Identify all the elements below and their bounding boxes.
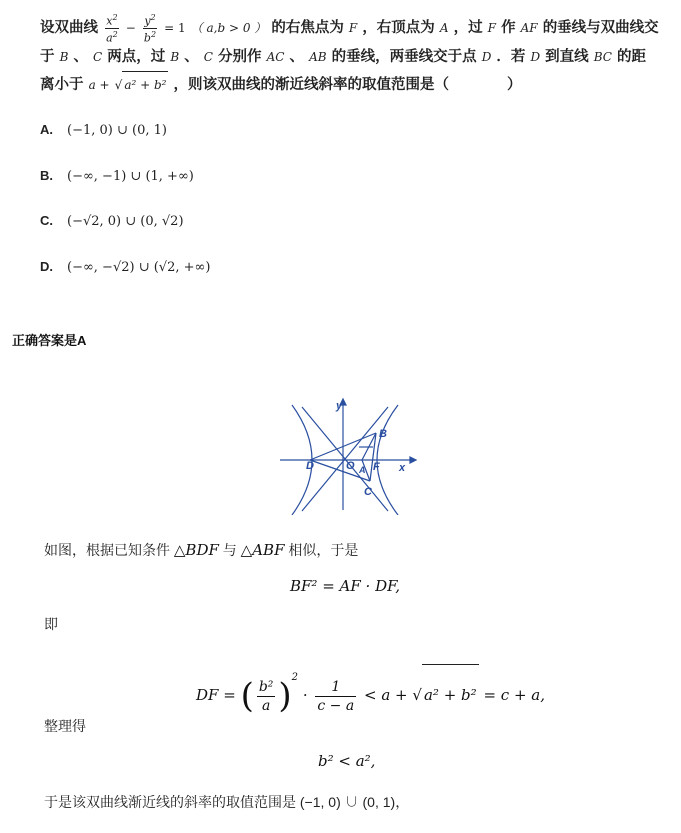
equation-3: b² < a²,	[318, 752, 376, 770]
label-B: B	[379, 428, 387, 440]
question-text: 设双曲线 $\frac{x^2}{a^2}$ − $\frac{y^2}{b^2}$ = 1 （ a,b > 0 ） 的右焦点为 F ，右顶点为 A ，过 F 作 AF 的垂线与双曲线交于 B 、 C 两点，过 B 、 C 分别作 AC 、 AB 的垂线，两垂线交于点 D ．若 D 到直线 BC 的距离小于 a + √ a² + b² ，则该双曲线的渐近线斜率的取值范围是（ ）	[40, 12, 660, 99]
correct-answer: 正确答案是A	[12, 333, 87, 348]
frac-1-ca: $\frac{1}{c - a}$	[317, 678, 355, 714]
option-label: A.	[40, 122, 53, 137]
solution-line-1: 如图，根据已知条件 △BDF 与 △ABF 相似，于是	[44, 541, 359, 559]
label-A: A	[359, 465, 366, 475]
equation-1: BF² = AF · DF,	[290, 577, 400, 595]
option-text: (−∞, −√2) ∪ (√2, +∞)	[67, 260, 211, 275]
option-text: (−1, 0) ∪ (0, 1)	[67, 123, 167, 138]
label-O: O	[346, 460, 355, 472]
label-F: F	[373, 461, 380, 473]
label-C: C	[364, 486, 372, 498]
option-label: D.	[40, 259, 53, 274]
option-label: C.	[40, 213, 53, 228]
equation-2: DF = ( $\frac{\text{b²}}{a}$ )$^2$ · $\frac{1}{c - a}$ < a + √ a² + b² = c + a,	[196, 648, 545, 708]
fraction-y2-b2: $\frac{y^2}{b^2}$	[143, 13, 157, 45]
label-x: x	[399, 462, 406, 474]
option-d[interactable]	[40, 259, 210, 275]
solution-line-4: 于是该双曲线渐近线的斜率的取值范围是 (−1, 0) ∪ (0, 1)，	[44, 794, 410, 810]
option-text: (−∞, −1) ∪ (1, +∞)	[67, 169, 194, 184]
option-text: (−√2, 0) ∪ (0, √2)	[67, 214, 184, 229]
x-axis-arrow	[410, 457, 416, 463]
frac-b2-a: $\frac{\text{b²}}{a}$	[258, 678, 274, 714]
sqrt-expr: √ a² + b²	[115, 78, 169, 92]
option-label: B.	[40, 168, 53, 183]
solution-line-2: 即	[44, 616, 58, 632]
fraction-x2-a2: $\frac{x^2}{a^2}$	[106, 13, 118, 45]
label-D: D	[306, 460, 314, 472]
q-text: 设双曲线	[40, 20, 98, 37]
option-b[interactable]	[40, 168, 194, 184]
option-a[interactable]	[40, 122, 167, 138]
option-c[interactable]	[40, 213, 184, 229]
hyperbola-figure	[270, 395, 420, 515]
label-y: y	[336, 400, 343, 412]
segment-BC	[370, 433, 376, 481]
solution-line-3: 整理得	[44, 718, 86, 734]
